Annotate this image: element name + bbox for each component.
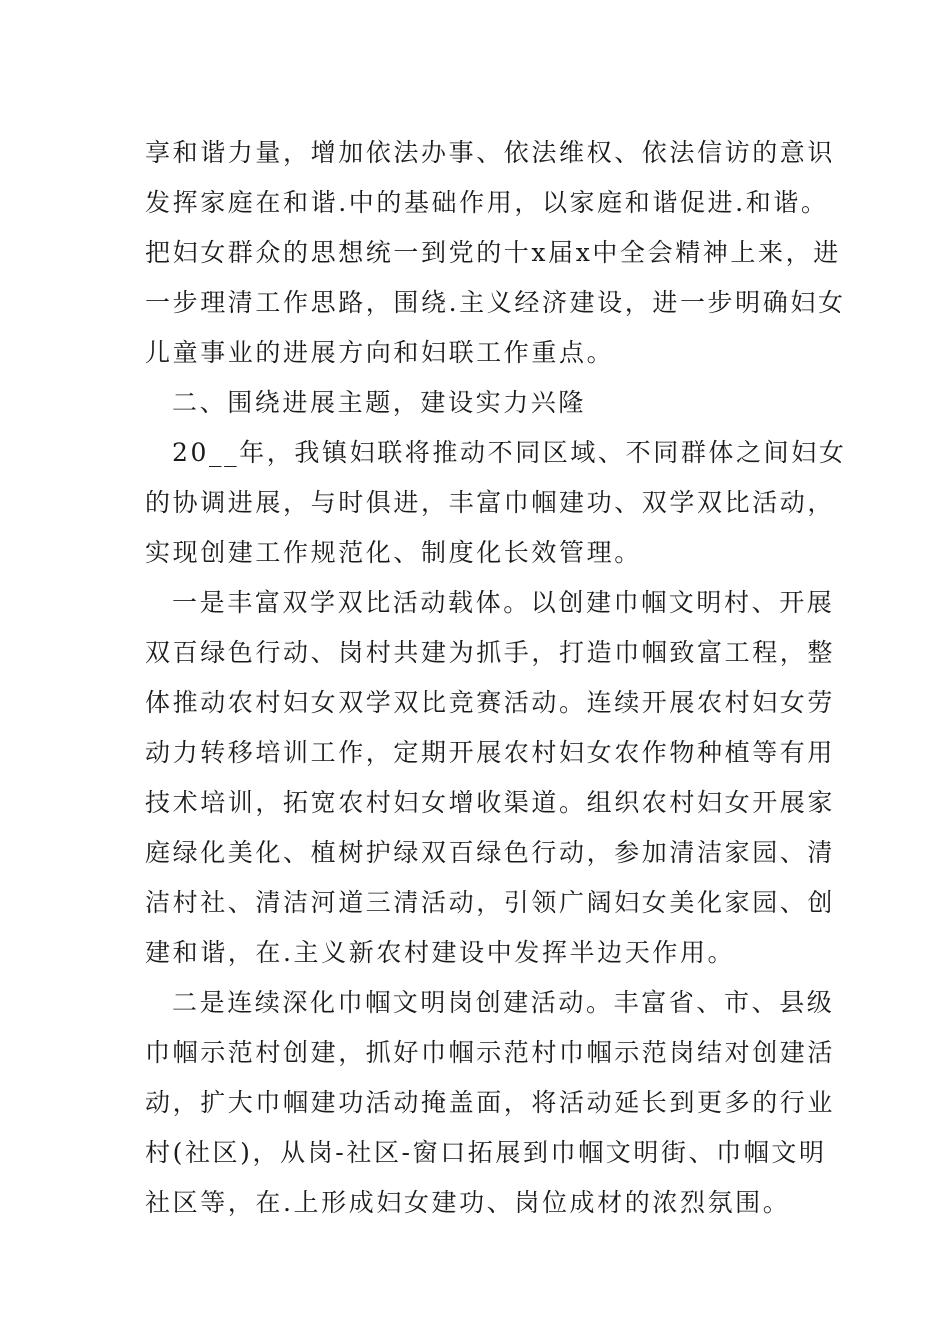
text-line-21: 村(社区)，从岗-社区-窗口拓展到巾帼文明街、巾帼文明: [145, 1138, 827, 1167]
section-heading: 二、围绕进展主题，建设实力兴隆: [172, 388, 587, 417]
text-line-5: 儿童事业的进展方向和妇联工作重点。: [145, 338, 615, 367]
paragraph-start-line: 一是丰富双学双比活动载体。以创建巾帼文明村、开展: [172, 588, 835, 617]
text-line-19: 巾帼示范村创建，抓好巾帼示范村巾帼示范岗结对创建活: [145, 1038, 836, 1067]
text-line-4: 一步理清工作思路，围绕.主义经济建设，进一步明确妇女: [145, 288, 846, 317]
text-line-12: 体推动农村妇女双学双比竞赛活动。连续开展农村妇女劳: [145, 688, 836, 717]
text-line-13: 动力转移培训工作，定期开展农村妇女农作物种植等有用: [145, 738, 836, 767]
text-line-14: 技术培训，拓宽农村妇女增收渠道。组织农村妇女开展家: [145, 788, 836, 817]
text-line-20: 动，扩大巾帼建功活动掩盖面，将活动延长到更多的行业: [145, 1088, 836, 1117]
text-line-11: 双百绿色行动、岗村共建为抓手，打造巾帼致富工程，整: [145, 638, 836, 667]
text-line-9: 实现创建工作规范化、制度化长效管理。: [145, 538, 642, 567]
text-line-3: 把妇女群众的思想统一到党的十x届x中全会精神上来，进: [145, 238, 841, 267]
text-line-8: 的协调进展，与时俱进，丰富巾帼建功、双学双比活动，: [145, 488, 836, 517]
text-line-2: 发挥家庭在和谐.中的基础作用，以家庭和谐促进.和谐。: [145, 188, 829, 217]
text-line-16: 洁村社、清洁河道三清活动，引领广阔妇女美化家园、创: [145, 888, 836, 917]
text-line-1: 享和谐力量，增加依法办事、依法维权、依法信访的意识: [145, 138, 836, 167]
text-line-15: 庭绿化美化、植树护绿双百绿色行动，参加清洁家园、清: [145, 838, 836, 867]
text-line-17: 建和谐，在.主义新农村建设中发挥半边天作用。: [145, 938, 736, 967]
text-line-22: 社区等，在.上形成妇女建功、岗位成材的浓烈氛围。: [145, 1188, 791, 1217]
paragraph-start-line: 二是连续深化巾帼文明岗创建活动。丰富省、市、县级: [172, 988, 835, 1017]
paragraph-start-line: 20__年，我镇妇联将推动不同区域、不同群体之间妇女: [172, 438, 847, 467]
